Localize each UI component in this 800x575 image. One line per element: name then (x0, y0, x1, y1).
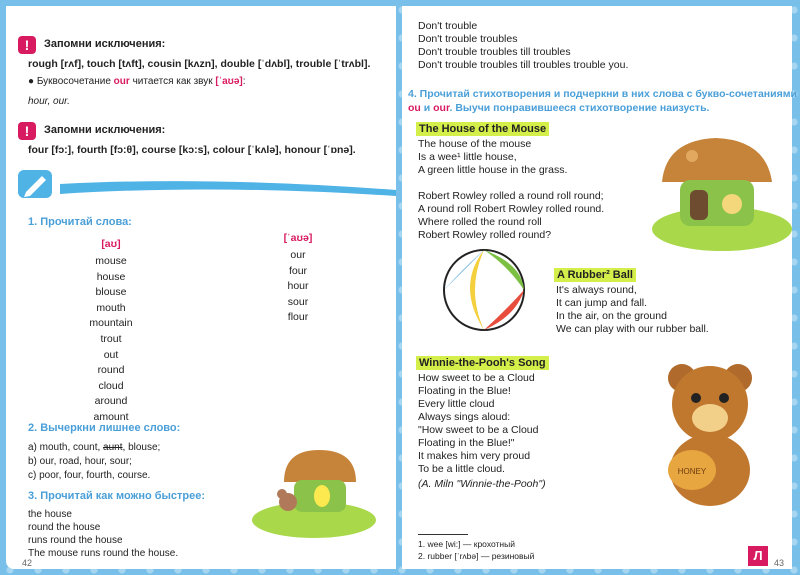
line-item: 1. wee [wi:] — крохотный (418, 539, 515, 549)
poem2-title: A Rubber² Ball (554, 268, 636, 282)
note-prefix: ● Буквосочетание (28, 76, 111, 87)
line-item: Floating in the Blue! (418, 385, 511, 397)
mushroom-house-illustration (632, 124, 792, 254)
line-a-post: , blouse; (122, 442, 161, 453)
mouse-house-illustration (244, 442, 384, 542)
line-item: Don't trouble troubles (418, 33, 518, 45)
line-a-pre: a) mouth, count, (28, 442, 101, 453)
bear-illustration (634, 358, 784, 518)
line-a-strike: aunt (103, 442, 123, 453)
line-item: mouth (96, 301, 126, 314)
line-item: In the air, on the ground (556, 310, 667, 322)
page-number-right: 43 (774, 558, 785, 568)
line-item: mouse (95, 255, 127, 267)
line-item: blouse (95, 286, 127, 299)
line-item: We can play with our rubber ball. (556, 323, 709, 335)
rule1-title: Запомни исключения: (44, 38, 166, 50)
poem1-title: The House of the Mouse (416, 122, 549, 136)
rule2-title: Запомни исключения: (44, 124, 166, 136)
line-item: round (97, 364, 125, 377)
line-item: A round roll Robert Rowley rolled round. (418, 203, 605, 215)
rule2-words: four [fɔ:], fourth [fɔ:θ], course [kɔ:s], colour [ˈkʌlə], honour [ˈɒnə]. (28, 144, 356, 156)
poem2-lines (556, 284, 709, 336)
line-item: The mouse runs round the house. (28, 548, 179, 559)
note-end: : (242, 76, 246, 87)
honey-label: HONEY (677, 467, 707, 476)
poem1-lines (418, 138, 604, 242)
footnotes (418, 538, 534, 562)
line-item: Don't trouble troubles till troubles trouble you. (418, 59, 629, 71)
line-item: Robert Rowley rolled a round roll round; (418, 190, 604, 202)
top-lines (418, 20, 628, 72)
line-item: house (96, 270, 126, 283)
footnote-divider (418, 534, 468, 535)
line-item: "How sweet to be a Cloud (418, 424, 539, 436)
line-item: Floating in the Blue!" (418, 437, 515, 449)
line-item: out (103, 348, 119, 361)
pencil-banner (12, 166, 396, 202)
line-item: How sweet to be a Cloud (418, 372, 535, 384)
ex1-col1 (71, 254, 151, 426)
line-item: trout (100, 332, 122, 345)
line-item: The house of the mouse (418, 138, 532, 150)
ex1-col2 (258, 248, 338, 326)
ex2-line-b: b) our, road, hour, sour; (28, 456, 132, 467)
rule1-words: rough [rʌf], touch [tʌft], cousin [kʌzn], double [ˈdʌbl], trouble [ˈtrʌbl]. (28, 58, 371, 70)
rule1-examples: hour, our. (28, 96, 70, 107)
line-item: Robert Rowley rolled round? (418, 229, 552, 241)
line-item: the house (28, 509, 72, 520)
ex2-title: 2. Вычеркни лишнее слово: (28, 422, 181, 434)
line-item: Every little cloud (418, 398, 495, 410)
line-item: amount (93, 410, 129, 423)
poem3-lines (418, 372, 538, 476)
ex4-line1: 4. Прочитай стихотворения и подчеркни в них слова с букво-сочетаниями (408, 88, 797, 100)
ex2-line-c: c) poor, four, fourth, course. (28, 470, 151, 481)
publisher-mark: Л (748, 546, 768, 566)
line-item: Don't trouble troubles till troubles (418, 46, 571, 58)
poem3-credit: (A. Miln "Winnie-the-Pooh") (418, 478, 546, 490)
line-item: sour (287, 295, 309, 308)
line-item: flour (287, 311, 309, 324)
line-item: To be a little cloud. (418, 463, 505, 475)
line-item: 2. rubber [ˈrʌbə] — резиновый (418, 551, 535, 561)
line-item: Is a wee¹ little house, (418, 151, 517, 163)
ex1-col1-header: [aʊ] (101, 238, 121, 250)
ex2-line-a (28, 442, 160, 453)
exclamation-icon: ! (18, 122, 36, 140)
line-item: Where rolled the round roll (418, 216, 542, 228)
note-letters: our (113, 76, 130, 87)
line-item: four (288, 264, 308, 277)
line-item: runs round the house (28, 535, 123, 546)
ex4-ou: ou (408, 102, 421, 114)
ex3-title: 3. Прочитай как можно быстрее: (28, 490, 206, 502)
ex3-lines (28, 508, 178, 560)
ex4-and: и (423, 102, 431, 114)
right-page (402, 6, 797, 569)
note-mid: читается как звук (132, 76, 213, 87)
ex1-col2-header: [ˈaʊə] (283, 232, 313, 244)
poem3-title: Winnie-the-Pooh's Song (416, 356, 549, 370)
left-page (6, 6, 396, 569)
page-number-left: 42 (22, 558, 33, 568)
line-item: It makes him very proud (418, 450, 531, 462)
exclamation-icon: ! (18, 36, 36, 54)
beach-ball-illustration (436, 246, 536, 336)
rule1-note (28, 76, 246, 87)
ex4-rest: . Выучи понравившееся стихотворение наизусть. (449, 102, 710, 114)
ex4-our: our (433, 102, 450, 114)
line-item: Always sings aloud: (418, 411, 511, 423)
line-item: cloud (98, 379, 124, 392)
line-item: around (94, 395, 128, 408)
line-item: hour (287, 280, 309, 293)
line-item: A green little house in the grass. (418, 164, 568, 176)
line-item: It can jump and fall. (556, 297, 648, 309)
note-sound: [ˈaʊə] (215, 76, 243, 87)
ex1-title: 1. Прочитай слова: (28, 216, 132, 228)
line-item: round the house (28, 522, 101, 533)
line-item: It's always round, (556, 284, 637, 296)
ex4-line2 (408, 102, 709, 114)
line-item: our (290, 249, 306, 261)
line-item: mountain (89, 317, 133, 330)
line-item (418, 177, 604, 190)
line-item: Don't trouble (418, 20, 478, 32)
